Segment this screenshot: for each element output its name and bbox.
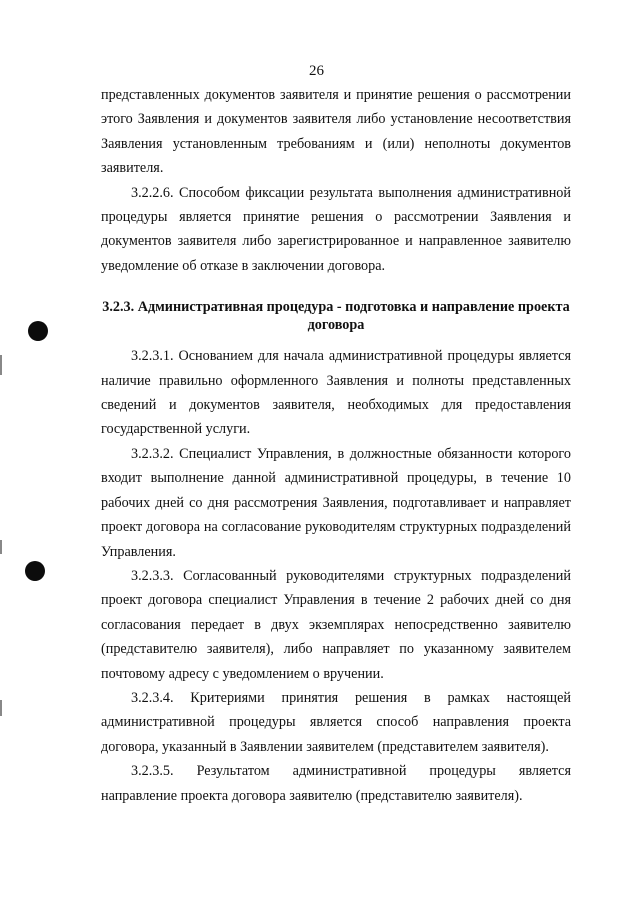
punch-hole-mark (25, 561, 45, 581)
paragraph: 3.2.3.1. Основанием для начала административной процедуры является наличие правильно оформленного Заявления и полноты представленных сведений и документов заявителя, необходимых для предоставления государственной услуги. (101, 348, 571, 438)
paragraph: 3.2.3.5. Результатом административной процедуры является направление проекта договора заявителю (представителю заявителя). (101, 763, 571, 804)
scan-edge-mark (0, 700, 2, 716)
document-body (101, 83, 571, 808)
paragraph: 3.2.3.2. Специалист Управления, в должностные обязанности которого входит выполнение данной административной процедуры, в течение 10 рабочих дней со дня рассмотрения Заявления, подготавливает и направляет проект договора на согласование руководителям структурных подразделений Управления. (101, 445, 571, 560)
scan-edge-mark (0, 540, 2, 554)
punch-hole-mark (28, 321, 48, 341)
paragraph: 3.2.3.4. Критериями принятия решения в рамках настоящей административной процедуры является способ направления проекта договора, указанный в Заявлении заявителем (представителем заявителя). (101, 689, 571, 755)
paragraph: 3.2.3.3. Согласованный руководителями структурных подразделений проект договора специалист Управления в течение 2 рабочих дней со дня согласования передает в двух экземплярах непосредственно заявителю (представителю заявителя), либо направляет по указанному заявителем почтовому адресу с уведомлением о вручении. (101, 567, 571, 682)
scan-edge-mark (0, 355, 2, 375)
section-heading: 3.2.3. Административная процедура - подготовка и направление проекта договора (102, 299, 570, 334)
page-number: 26 (309, 63, 324, 79)
paragraph: 3.2.2.6. Способом фиксации результата выполнения административной процедуры является принятие решения о рассмотрении Заявления и документов заявителя либо зарегистрированное и направленное заявителю уведомление об отказе в заключении договора. (101, 184, 571, 274)
paragraph: представленных документов заявителя и принятие решения о рассмотрении этого Заявления и документов заявителя либо установление несоответствия Заявления установленным требованиям и (или) неполноты документов заявителя. (101, 87, 571, 177)
